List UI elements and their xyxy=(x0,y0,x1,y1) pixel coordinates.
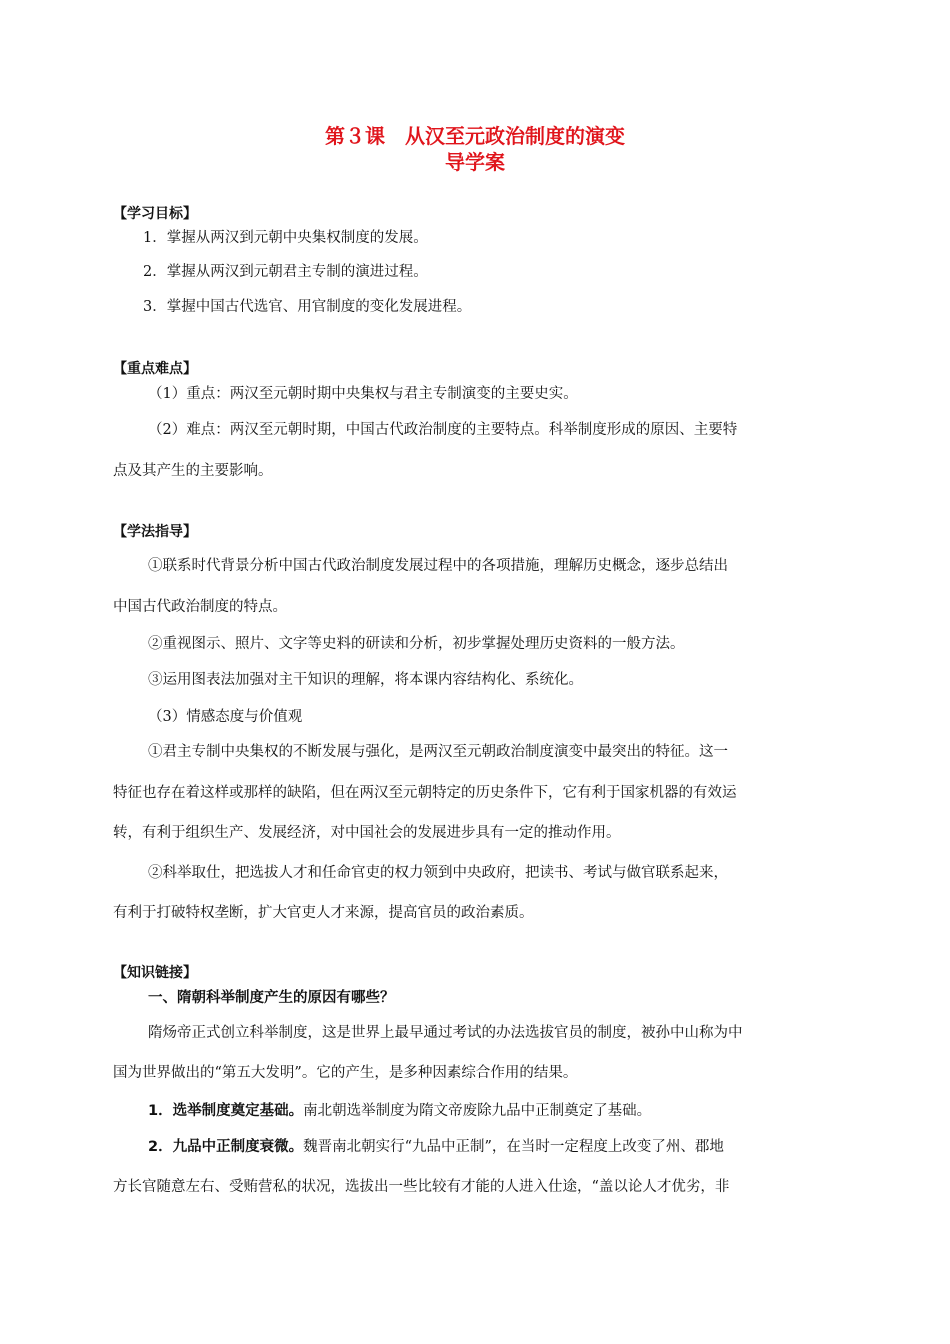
key-point-difficulty-line2: 点及其产生的主要影响。 xyxy=(113,463,273,479)
method-heading: 【学法指导】 xyxy=(113,524,197,540)
objective-item-3: 3．掌握中国古代选官、用官制度的变化发展进程。 xyxy=(143,299,472,315)
key-point-difficulty-line1: （2）难点：两汉至元朝时期，中国古代政治制度的主要特点。科举制度形成的原因、主要特 xyxy=(148,422,738,438)
method-p2: ②重视图示、照片、文字等史料的研读和分析，初步掌握处理历史资料的一般方法。 xyxy=(148,636,685,652)
objectives-heading: 【学习目标】 xyxy=(113,206,197,222)
method-p5-line1: ①君主专制中央集权的不断发展与强化，是两汉至元朝政治制度演变中最突出的特征。这一 xyxy=(148,744,728,760)
method-p5-line3: 转，有利于组织生产、发展经济，对中国社会的发展进步具有一定的推动作用。 xyxy=(113,825,621,841)
knowledge-subheading: 一、隋朝科举制度产生的原因有哪些？ xyxy=(148,990,395,1006)
method-p3: ③运用图表法加强对主干知识的理解，将本课内容结构化、系统化。 xyxy=(148,672,583,688)
knowledge-intro-line1: 隋炀帝正式创立科举制度，这是世界上最早通过考试的办法选拔官员的制度，被孙中山称为中 xyxy=(148,1025,743,1041)
reason-2 xyxy=(148,1137,724,1157)
knowledge-intro-line2: 国为世界做出的“第五大发明”。它的产生，是多种因素综合作用的结果。 xyxy=(113,1065,578,1081)
reason-2-lead: 2．九品中正制度衰微。 xyxy=(148,1139,304,1155)
objective-item-2: 2．掌握从两汉到元朝君主专制的演进过程。 xyxy=(143,264,428,280)
reason-1-lead: 1．选举制度奠定基础。 xyxy=(148,1103,304,1119)
method-p5-line2: 特征也存在着这样或那样的缺陷，但在两汉至元朝特定的历史条件下，它有利于国家机器的有效运 xyxy=(113,785,737,801)
reason-1-text: 南北朝选举制度为隋文帝废除九品中正制奠定了基础。 xyxy=(303,1103,652,1119)
method-p4: （3）情感态度与价值观 xyxy=(148,709,303,725)
reason-2-text-line1: 魏晋南北朝实行“九品中正制”，在当时一定程度上改变了州、郡地 xyxy=(303,1139,724,1155)
method-p1-line1: ①联系时代背景分析中国古代政治制度发展过程中的各项措施，理解历史概念，逐步总结出 xyxy=(148,558,728,574)
objective-item-1: 1．掌握从两汉到元朝中央集权制度的发展。 xyxy=(143,230,428,246)
reason-2-text-line2: 方长官随意左右、受贿营私的状况，选拔出一些比较有才能的人进入仕途，“盖以论人才优劣，非 xyxy=(113,1179,730,1195)
document-subtitle: 导学案 xyxy=(445,150,505,174)
reason-1 xyxy=(148,1101,651,1121)
document-title: 第３课 从汉至元政治制度的演变 xyxy=(325,124,625,148)
method-p1-line2: 中国古代政治制度的特点。 xyxy=(113,599,287,615)
knowledge-heading: 【知识链接】 xyxy=(113,965,197,981)
method-p6-line2: 有利于打破特权垄断，扩大官吏人才来源，提高官员的政治素质。 xyxy=(113,905,534,921)
key-points-heading: 【重点难点】 xyxy=(113,361,197,377)
key-point-focus: （1）重点：两汉至元朝时期中央集权与君主专制演变的主要史实。 xyxy=(148,386,578,402)
method-p6-line1: ②科举取仕，把选拔人才和任命官吏的权力领到中央政府，把读书、考试与做官联系起来， xyxy=(148,865,728,881)
